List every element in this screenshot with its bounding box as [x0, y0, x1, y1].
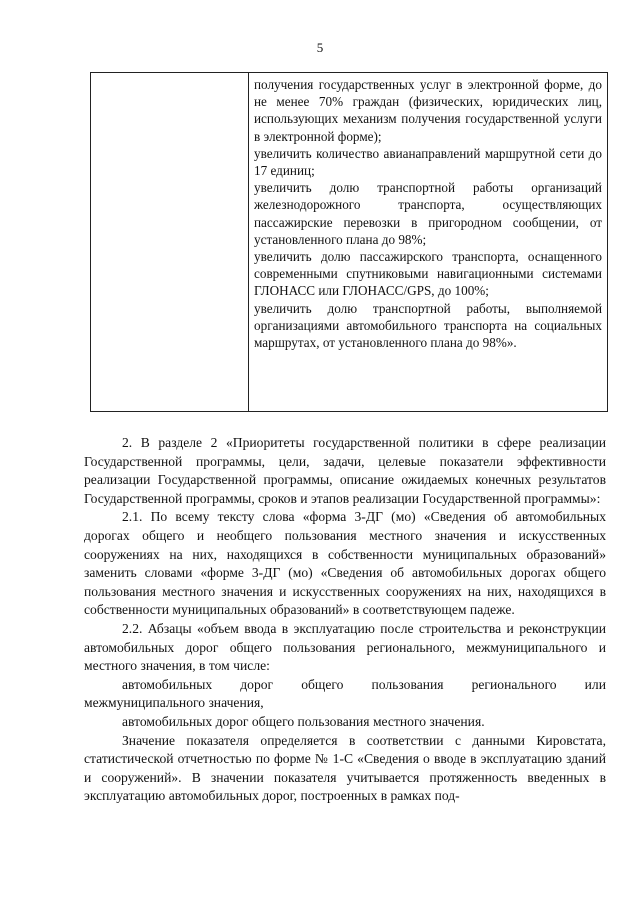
table-cell-line: увеличить долю транспортной работы организаций железнодорожного транспорта, осуществляющих пассажирские перевозки в пригородном сообщении, от установленного плана до 98%;	[254, 180, 602, 247]
table-left-cell	[91, 73, 249, 411]
page-number: 5	[316, 40, 324, 55]
table-cell-line: получения государственных услуг в электронной форме, до не менее 70% граждан (физических, юридических лиц, использующих механизм получения государственной услуги в электронной форме);	[254, 77, 602, 144]
paragraph: автомобильных дорог общего пользования регионального или межмуниципального значения,	[84, 676, 606, 711]
continuation-table	[90, 72, 608, 412]
body-text	[84, 434, 606, 806]
table-cell-line: увеличить долю транспортной работы, выполняемой организациями автомобильного транспорта на социальных маршрутах, от установленного плана до 98%».	[254, 300, 602, 351]
paragraph: автомобильных дорог общего пользования местного значения.	[122, 713, 485, 729]
table-cell-line: увеличить количество авианаправлений маршрутной сети до 17 единиц;	[254, 145, 602, 179]
table-cell-line: увеличить долю пассажирского транспорта, оснащенного современными спутниковыми навигационными системами ГЛОНАСС или ГЛОНАСС/GPS, до 100%;	[254, 249, 602, 299]
table-right-cell	[254, 76, 602, 351]
paragraph: Значение показателя определяется в соответствии с данными Кировстата, статистической отчетностью по форме № 1-С «Сведения о вводе в эксплуатацию зданий и сооружений». В значении показателя учитывается протяженность введенных в эксплуатацию автомобильных дорог, построенных в рамках под-	[84, 732, 606, 804]
paragraph: 2. В разделе 2 «Приоритеты государственной политики в сфере реализации Государственной программы, цели, задачи, целевые показатели эффективности реализации Государственной программы, описание ожидаемых конечных результатов Государственной программы, сроков и этапов реализации Государственной программы»:	[84, 435, 606, 506]
paragraph: 2.2. Абзацы «объем ввода в эксплуатацию после строительства и реконструкции автомобильных дорог общего пользования регионального, межмуниципального и местного значения, в том числе:	[84, 620, 606, 674]
paragraph: 2.1. По всему тексту слова «форма 3-ДГ (мо) «Сведения об автомобильных дорогах общего и необщего пользования местного значения и искусственных сооружениях на них, находящихся в собственности муниципальных образований» заменить словами «форме 3-ДГ (мо) «Сведения об автомобильных дорогах общего пользования местного значения и искусственных сооружениях на них, находящихся в собственности муниципальных образований» в соответствующем падеже.	[84, 509, 606, 618]
